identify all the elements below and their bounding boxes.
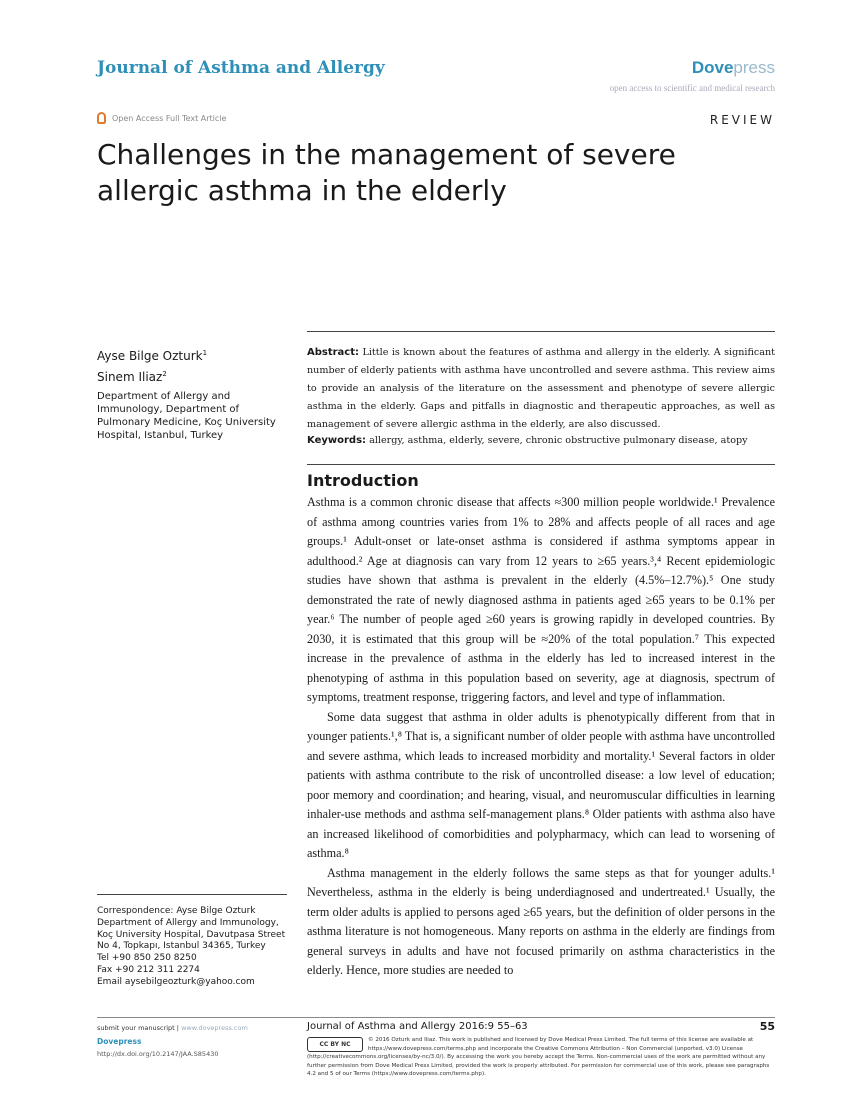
keywords [307,435,775,446]
correspondence-line: Koç University Hospital, Davutpasa Street [97,929,286,940]
correspondence-line: Fax +90 212 311 2274 [97,964,200,975]
keywords-text: allergy, asthma, elderly, severe, chronic obstructive pulmonary disease, atopy [369,435,748,446]
cc-license-icon[interactable]: CC BY NC [307,1037,363,1052]
abstract [307,344,775,434]
email-link[interactable]: Email aysebilgeozturk@yahoo.com [97,976,255,987]
paragraph: Asthma is a common chronic disease that affects ≈300 million people worldwide.¹ Prevalence of asthma among countries varies from 1% to 28% and affects people of all races and age groups.¹ Adult-onset or late-onset asthma is considered if asthma symptoms appear in adulthood.² Age at diagnosis can vary from 12 years to ≥65 years.³,⁴ Recent epidemiologic studies have shown that asthma is prevalent in the elderly (4.5%–12.7%).⁵ One study demonstrated the rate of newly diagnosed asthma in patients aged ≥65 years to be 0.1% per year.⁶ The number of people aged ≥60 years is growing rapidly in developed countries. By 2030, it is estimated that this group will be ≈20% of the total population.⁷ This expected increase in the prevalence of asthma in the elderly has led to increased interest in the phenotyping of asthma in this population based on severity, age at diagnosis, spectrum of symptoms, treatment response, triggering factors, and level and type of inflammation. [307,495,775,704]
logo-suffix: press [733,58,775,77]
paragraph: Asthma management in the elderly follows the same steps as that for younger adults.¹ Nevertheless, asthma in the elderly is being underdiagnosed and undertreated.¹ Usually, the term older adults is applied to persons aged ≥65 years, but the definition of older persons in the asthma literature is not homogeneous. Many reports on asthma in the elderly are findings from general surveys in adults and have not focused primarily on asthma characteristics in the elderly. Hence, more studies are needed to [307,865,775,977]
section-heading: Introduction [307,471,419,490]
article-title: Challenges in the management of severe allergic asthma in the elderly [97,138,676,207]
paragraph: Some data suggest that asthma in older adults is phenotypically different from that in younger patients.¹,⁸ That is, a significant number of older people with asthma have uncontrolled and severe asthma, which leads to increased morbidity and mortality.¹ Several factors in older patients with asthma contribute to the risk of uncontrolled disease: a low level of education; poor memory and coordination; and hearing, visual, and neuromuscular difficulties in learning inhaler-use methods and asthma self-management plans.⁸ Older patients with asthma also have an increased likelihood of comorbidities and polypharmacy, which can lead to worsening of asthma.⁸ [307,709,775,860]
abstract-top-rule [307,331,775,332]
correspondence-line: Department of Allergy and Immunology, [97,917,279,928]
doi-link[interactable]: http://dx.doi.org/10.2147/JAA.S85430 [97,1050,219,1058]
open-access-lock-icon [97,112,106,124]
author: Sinem Iliaz$^2$ [97,370,167,384]
correspondence-line: No 4, Topkapı, Istanbul 34365, Turkey [97,941,266,952]
publisher-tagline: open access to scientific and medical research [609,83,775,93]
dovepress-logo[interactable] [692,58,775,78]
affiliation: Department of Allergy and Immunology, Department of Pulmonary Medicine, Koç University Hospital, Istanbul, Turkey [97,391,276,441]
license-text: CC BY NC © 2016 Ozturk and Iliaz. This work is published and licensed by Dove Medical Press Limited. The full terms of this license are available at https://www.dovepress.com/terms.php and incorporate the Creative Commons Attribution – Non Commercial (unported, v3.0) License (http://creativecommons.org/licenses/by-nc/3.0/). By accessing the work you hereby accept the Terms. Non-commercial uses of the work are permitted without any further permission from Dove Medical Press Limited, provided the work is properly attributed. For permission for commercial use of this work, please see paragraphs 4.2 and 5 of our Terms (https://www.dovepress.com/terms.php). [307,1037,770,1078]
abstract-text: Little is known about the features of asthma and allergy in the elderly. A significant number of elderly patients with asthma have uncontrolled and severe asthma. This review aims to provide an analysis of the literature on the assessment and phenotype of severe allergic asthma in the elderly. Gaps and pitfalls in diagnostic and therapeutic approaches, as well as management of severe allergic asthma in the elderly, are also discussed. [307,347,775,430]
body-text [307,493,775,981]
submit-manuscript-link[interactable]: submit your manuscript | www.dovepress.com [97,1024,248,1032]
author: Ayse Bilge Ozturk$^1$ [97,349,208,363]
correspondence-line: Tel +90 850 250 8250 [97,953,197,964]
abstract-label: Abstract: [307,347,360,358]
logo-main: Dove [691,58,734,77]
footer-left [97,1022,248,1061]
correspondence [97,906,292,989]
correspondence-rule [97,894,287,895]
author-list [97,344,207,386]
article-type: REVIEW [709,113,775,127]
open-access-text: Open Access Full Text Article [112,113,227,123]
abstract-bottom-rule [307,464,775,465]
footer-rule [97,1017,775,1018]
footer-dovepress[interactable]: Dovepress [97,1037,142,1046]
page-number: 55 [759,1020,775,1033]
correspondence-line: Correspondence: Ayse Bilge Ozturk [97,906,256,916]
keywords-label: Keywords: [307,435,367,446]
open-access-label [97,112,226,124]
journal-name: Journal of Asthma and Allergy [97,58,385,78]
citation: Journal of Asthma and Allergy 2016:9 55–63 [307,1021,528,1032]
